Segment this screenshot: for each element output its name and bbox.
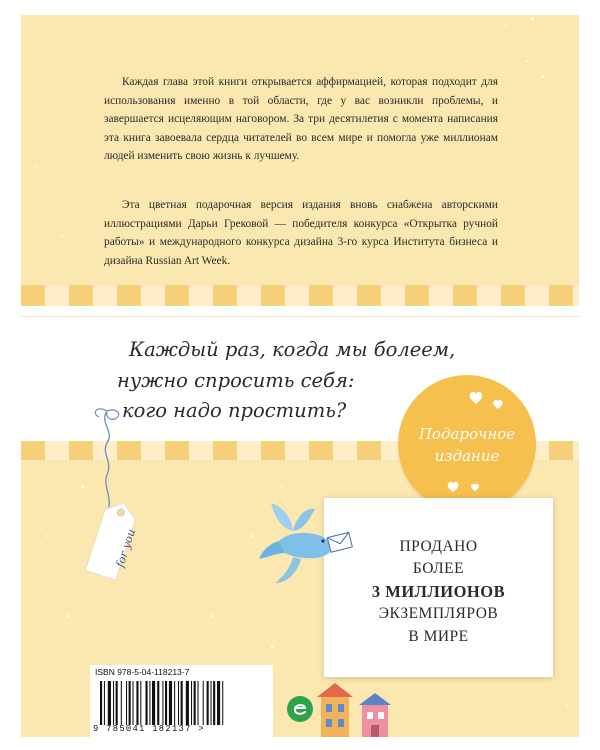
bird-with-envelope-illustration <box>253 497 358 592</box>
gift-tag-illustration <box>71 403 161 583</box>
quote-line-1: Каждый раз, когда мы болеем, <box>129 338 456 361</box>
barcode <box>90 665 273 737</box>
barcode-bars <box>100 681 265 725</box>
sales-line-2: БОЛЕЕ <box>412 560 465 577</box>
sales-line-3: 3 МИЛЛИОНОВ <box>371 582 506 601</box>
description-paragraph-2: Эта цветная подарочная версия издания вновь снабжена авторскими иллюстрациями Дарьи Грековой — победителя конкурса «Открытка ручной работы» и международного конкурса дизайна 3-го курса Института бизнеса и дизайна Russian Art Week. <box>104 199 498 267</box>
heart-icon <box>468 391 484 405</box>
gift-tag-text: for you <box>113 527 139 569</box>
sales-card <box>324 498 553 677</box>
badge-line-1: Подарочное <box>418 425 516 443</box>
back-cover <box>21 15 579 737</box>
badge-line-2: издание <box>434 447 500 465</box>
gift-edition-badge <box>398 375 536 513</box>
white-strip-top <box>21 306 579 316</box>
heart-icon <box>446 481 460 493</box>
quote-line-2: нужно спросить себя: <box>117 369 355 392</box>
barcode-digits: 9 785041 182137 > <box>93 724 205 734</box>
heart-icon <box>492 399 504 410</box>
publisher-logo-icon <box>286 695 314 723</box>
heart-icon <box>470 483 480 492</box>
isbn-text: ISBN 978-5-04-118213-7 <box>95 667 190 677</box>
houses-illustration <box>313 675 408 737</box>
description-paragraph-1: Каждая глава этой книги открывается аффирмацией, которая подходит для использования именно в той области, где у вас возникли проблемы, и завершается исцеляющим наговором. За три десятилетия с момента написания эта книга завоевала сердца читателей во всем мире и помогла уже миллионам людей изменить свою жизнь к лучшему. <box>104 76 498 163</box>
sales-line-1: ПРОДАНО <box>399 538 478 555</box>
sales-line-5: В МИРЕ <box>408 628 469 645</box>
sales-line-4: ЭКЗЕМПЛЯРОВ <box>378 605 499 622</box>
striped-ribbon-top <box>21 285 579 306</box>
quote-line-3: кого надо простить? <box>122 399 347 422</box>
